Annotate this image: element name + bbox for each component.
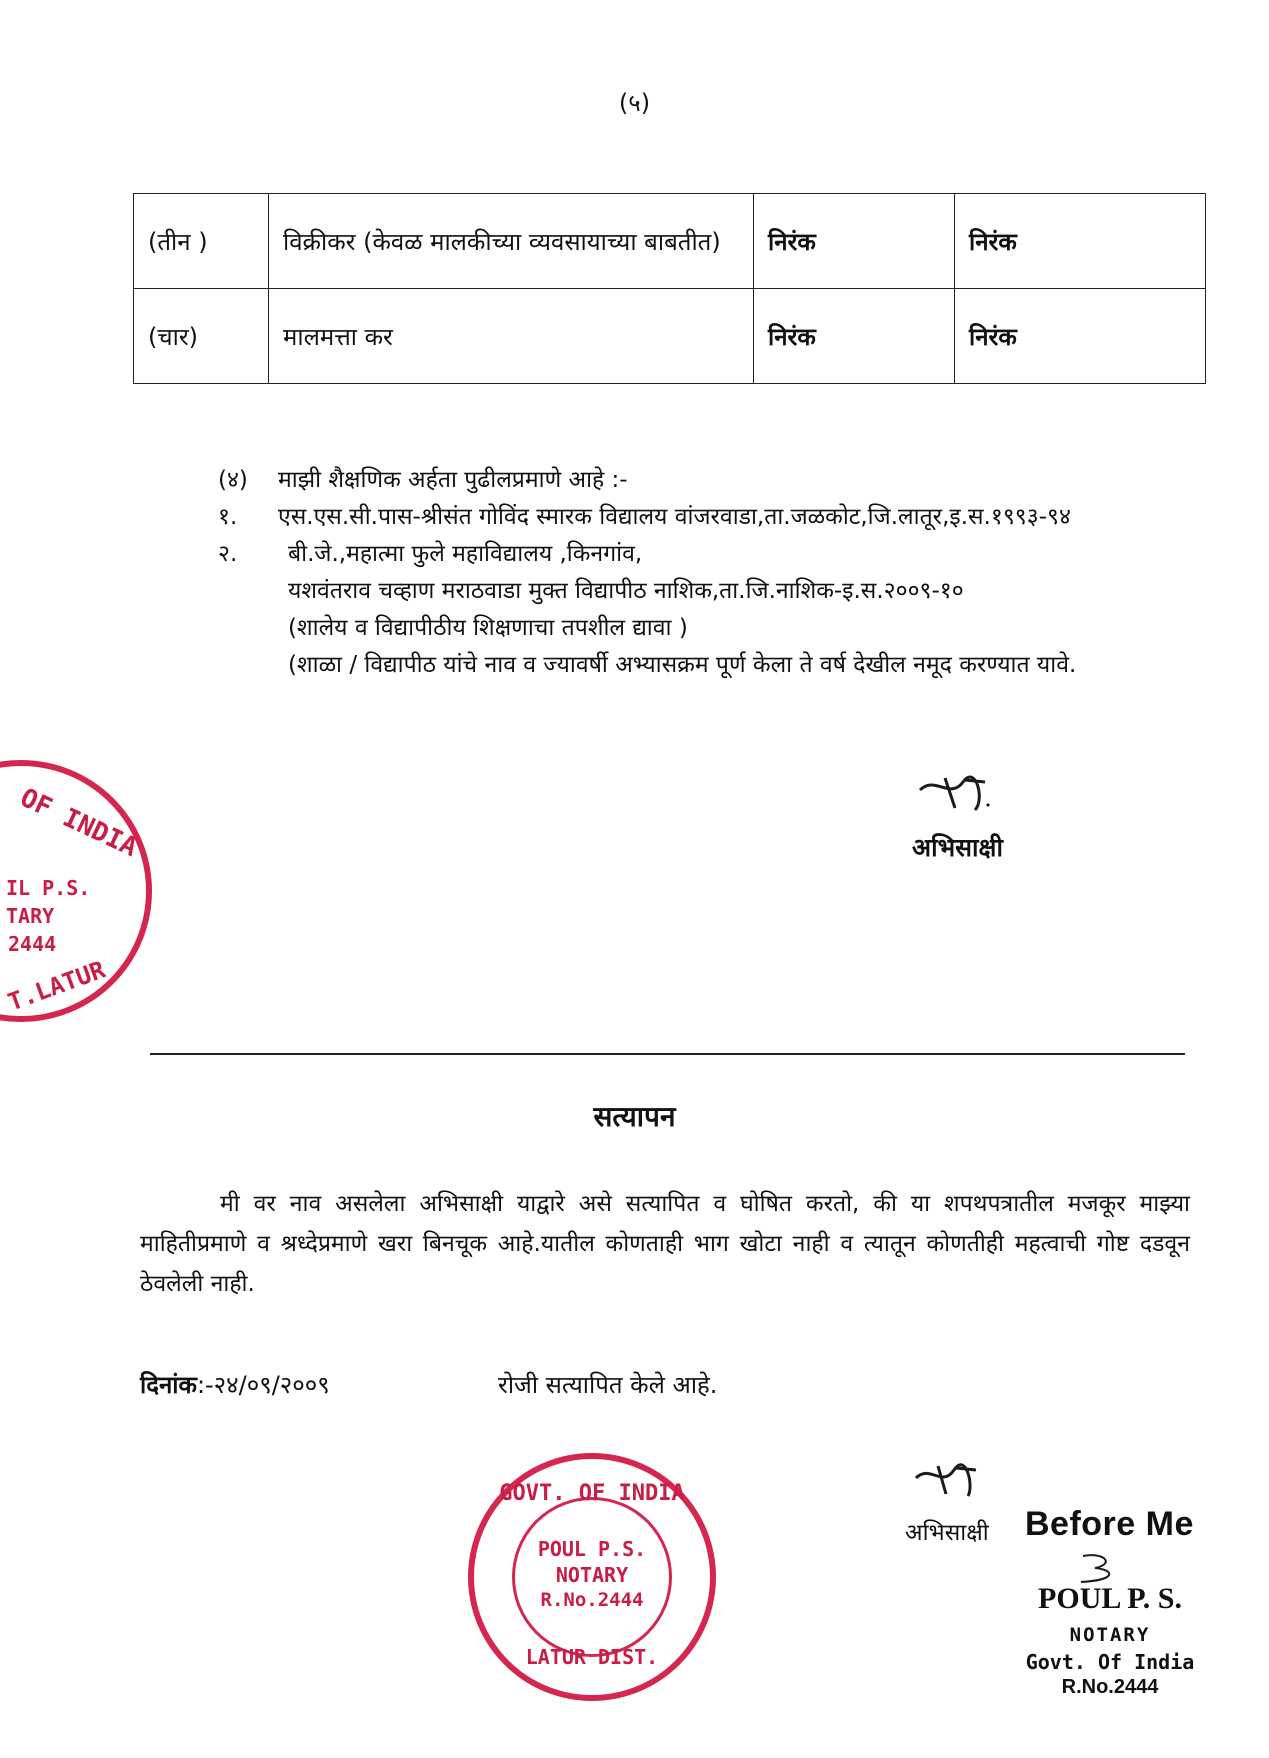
left-seal-text: 2444 bbox=[8, 932, 57, 956]
seal-line: NOTARY bbox=[555, 1563, 629, 1587]
left-seal-text: OF INDIA bbox=[15, 782, 142, 864]
row-serial: (तीन ) bbox=[134, 194, 269, 289]
left-seal-text: T.LATUR bbox=[4, 955, 109, 1017]
notary-reg: R.No.2444 bbox=[1061, 1676, 1159, 1698]
left-seal-text: TARY bbox=[6, 904, 55, 928]
row-value: निरंक bbox=[955, 194, 1206, 289]
verification-paragraph bbox=[140, 1184, 1190, 1304]
notary-title: NOTARY bbox=[1069, 1624, 1151, 1646]
verified-text: रोजी सत्यापित केले आहे. bbox=[498, 1371, 718, 1399]
education-item-1-number: १. bbox=[218, 504, 238, 530]
education-item-2-number: २. bbox=[218, 541, 238, 567]
verification-title: सत्यापन bbox=[593, 1100, 676, 1133]
date-label: दिनांक bbox=[140, 1371, 197, 1399]
education-item-1 bbox=[218, 499, 1218, 535]
row-value: निरंक bbox=[754, 194, 955, 289]
row-description: मालमत्ता कर bbox=[269, 289, 754, 384]
education-item-2 bbox=[218, 536, 1218, 572]
seal-line: R.No.2444 bbox=[540, 1589, 644, 1611]
signature-scribble-icon bbox=[1075, 1550, 1135, 1586]
signature-mark bbox=[915, 770, 1005, 825]
row-value: निरंक bbox=[955, 289, 1206, 384]
table-row bbox=[134, 194, 1206, 289]
footer-signature-mark bbox=[912, 1460, 992, 1504]
row-description: विक्रीकर (केवळ मालकीच्या व्यवसायाच्या बाबतीत) bbox=[269, 194, 754, 289]
notary-seal bbox=[468, 1453, 716, 1701]
seal-ring-top: GOVT. OF INDIA bbox=[499, 1481, 685, 1506]
education-heading bbox=[218, 462, 1218, 498]
education-note-2: (शाळा / विद्यापीठ यांचे नाव व ज्यावर्षी अभ्यासक्रम पूर्ण केला ते वर्ष देखील नमूद करण्यात यावे. bbox=[288, 652, 1077, 678]
section-divider bbox=[150, 1053, 1185, 1055]
left-seal bbox=[0, 760, 152, 1022]
seal-line: POUL P.S. bbox=[537, 1537, 647, 1561]
date-value: :-२४/०९/२००९ bbox=[196, 1371, 330, 1399]
tax-table bbox=[133, 193, 1206, 384]
notary-name: POUL P. S. bbox=[1038, 1582, 1182, 1615]
witness-label: अभिसाक्षी bbox=[912, 833, 1003, 862]
seal-ring-bottom: LATUR DIST. bbox=[525, 1645, 659, 1669]
left-seal-text: IL P.S. bbox=[6, 876, 91, 900]
row-serial: (चार) bbox=[134, 289, 269, 384]
education-note-1: (शालेय व विद्यापीठीय शिक्षणाचा तपशील द्यावा ) bbox=[288, 615, 688, 641]
signature-scribble-icon bbox=[912, 1460, 992, 1500]
education-heading-number: (४) bbox=[218, 467, 248, 493]
row-value: निरंक bbox=[754, 289, 955, 384]
education-heading-text: माझी शैक्षणिक अर्हता पुढीलप्रमाणे आहे :- bbox=[278, 467, 628, 493]
education-item-1-text: एस.एस.सी.पास-श्रीसंत गोविंद स्मारक विद्यालय वांजरवाडा,ता.जळकोट,जि.लातूर,इ.स.१९९३-९४ bbox=[278, 504, 1071, 530]
education-item-2-line2: यशवंतराव चव्हाण मराठवाडा मुक्त विद्यापीठ नाशिक,ता.जि.नाशिक-इ.स.२००९-१० bbox=[288, 578, 964, 604]
date-line bbox=[140, 1368, 330, 1401]
verification-text: मी वर नाव असलेला अभिसाक्षी याद्वारे असे सत्यापित व घोषित करतो, की या शपथपत्रातील मजकूर माझ्या माहितीप्रमाणे व श्रध्देप्रमाणे खरा बिनचूक आहे.यातील कोणताही भाग खोटा नाही व त्यातून कोणतीही महत्वाची गोष्ट दडवून ठेवलेली नाही. bbox=[140, 1191, 1190, 1297]
footer-witness-label: अभिसाक्षी bbox=[905, 1520, 989, 1546]
notary-govt: Govt. Of India bbox=[1025, 1650, 1195, 1674]
education-item-2-line1: बी.जे.,महात्मा फुले महाविद्यालय ,किनगांव, bbox=[288, 541, 643, 567]
page-number: (५) bbox=[618, 89, 651, 117]
table-row bbox=[134, 289, 1206, 384]
before-me-label: Before Me bbox=[1025, 1505, 1194, 1543]
signature-scribble-icon bbox=[915, 770, 1005, 816]
